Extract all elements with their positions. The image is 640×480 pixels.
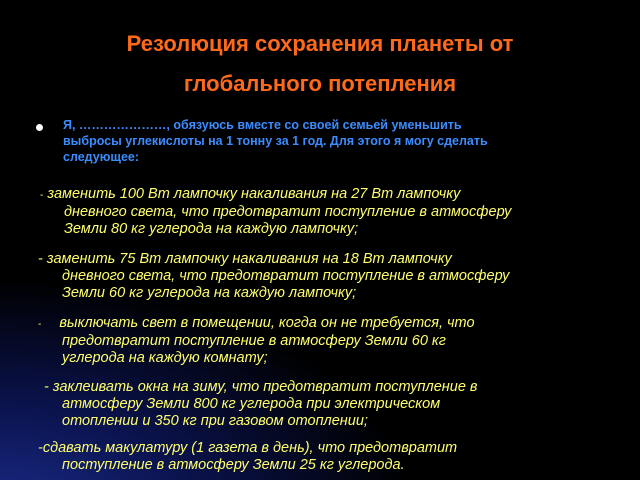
pledge-item	[38, 315, 475, 367]
item-line: поступление в атмосферу Земли 25 кг углерода.	[62, 457, 405, 473]
item-line: заменить 75 Вт лампочку накаливания на 18 Вт лампочку	[46, 251, 452, 267]
item-dash: -	[38, 319, 42, 330]
item-line: углерода на каждую комнату;	[62, 350, 268, 366]
item-line: сдавать макулатуру (1 газета в день), что предотвратит	[42, 440, 458, 456]
intro-line: выбросы углекислоты на 1 тонну за 1 год. Для этого я могу сделать	[63, 134, 488, 148]
item-line: атмосферу Земли 800 кг углерода при электрическом	[62, 396, 441, 412]
item-line: выключать свет в помещении, когда он не требуется, что	[59, 315, 475, 331]
item-dash: -	[38, 251, 43, 267]
pledge-intro	[63, 117, 623, 165]
item-line: Земли 60 кг углерода на каждую лампочку;	[62, 285, 357, 301]
slide-title-line2: глобального потепления	[183, 71, 457, 96]
pledge-item	[44, 379, 477, 430]
bullet-dot-icon	[36, 124, 43, 131]
item-dash: -	[44, 379, 49, 395]
intro-line: следующее:	[63, 150, 140, 164]
item-line: дневного света, что предотвратит поступление в атмосферу	[62, 268, 510, 284]
pledge-item	[38, 251, 509, 302]
item-line: предотвратит поступление в атмосферу Земли 60 кг	[62, 333, 446, 349]
item-dash: -	[38, 440, 43, 456]
intro-line: Я, …………………, обязуюсь вместе со своей семьей уменьшить	[63, 118, 462, 132]
item-line: дневного света, что предотвратит поступление в атмосферу	[64, 204, 512, 220]
item-line: заклеивать окна на зиму, что предотвратит поступление в	[52, 379, 478, 395]
pledge-item	[40, 186, 511, 238]
item-line: заменить 100 Вт лампочку накаливания на 27 Вт лампочку	[47, 186, 461, 202]
pledge-item	[38, 440, 457, 474]
slide-title-line1: Резолюция сохранения планеты от	[126, 31, 514, 56]
item-line: Земли 80 кг углерода на каждую лампочку;	[64, 221, 359, 237]
item-dash: -	[40, 190, 44, 201]
item-line: отоплении и 350 кг при газовом отоплении;	[62, 413, 368, 429]
